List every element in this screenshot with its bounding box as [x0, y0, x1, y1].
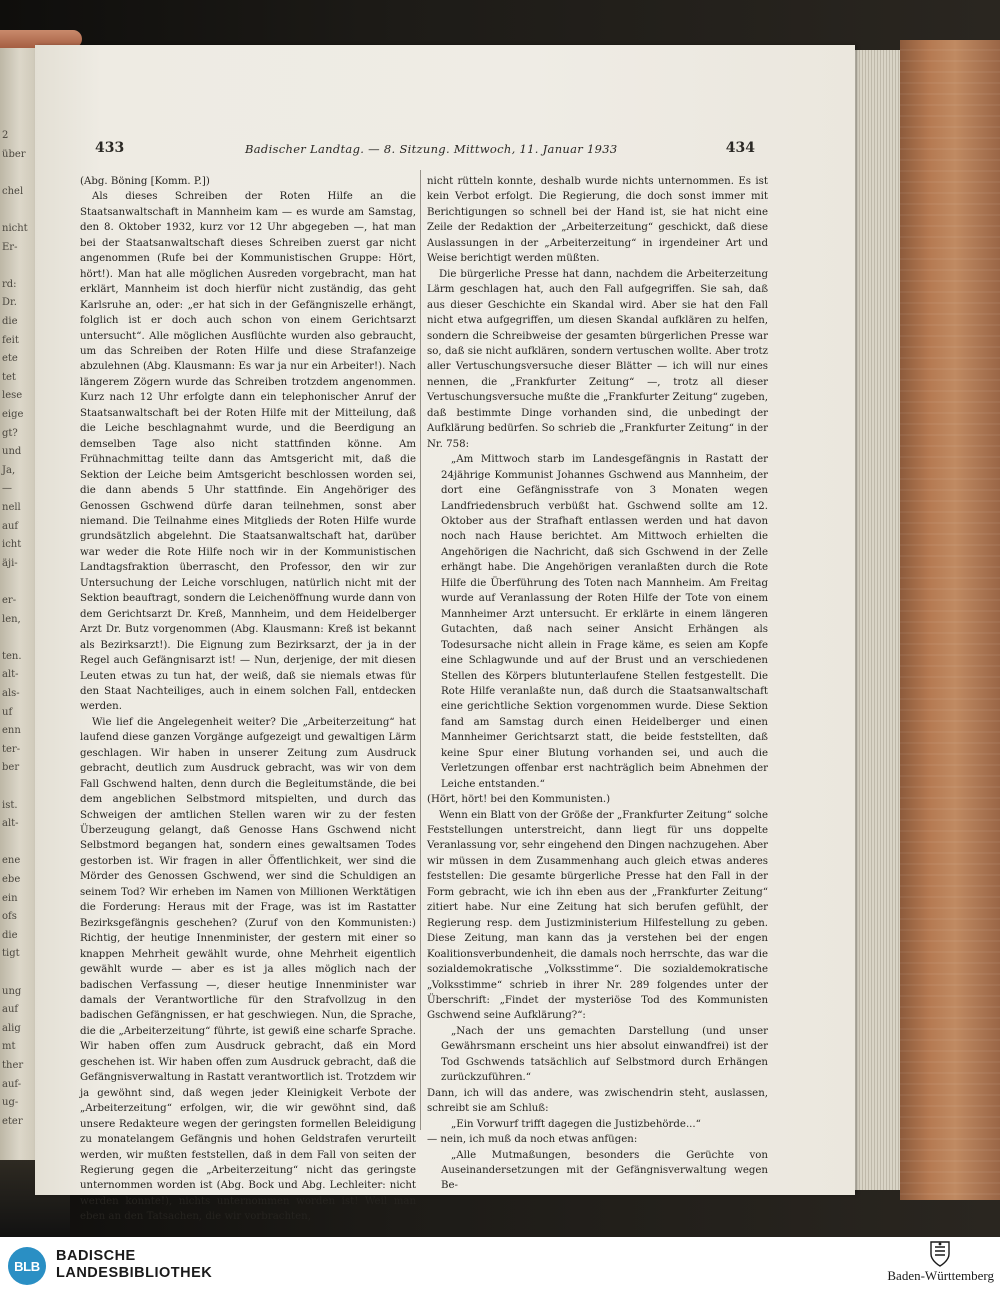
facing-page-fragment: alt-: [2, 818, 19, 830]
facing-page-fragment: und: [2, 446, 22, 458]
paragraph-continued: nicht rütteln konnte, deshalb wurde nichts unternommen. Es ist kein Verbot erfolgt. Die Regierung, die doch sonst immer mit Berichtigungen so schnell bei der Hand ist, sie hat nicht eine Zeile der Redaktion der „Arbeiterzeitung“ geschickt, daß diese Auslassungen in der „Arbeiterzeitung“ in irgendeiner Art und Weise berichtigt werden müßten.: [427, 176, 768, 265]
facing-page-fragment: auf: [2, 520, 19, 532]
page-number-right: 434: [725, 140, 755, 156]
facing-page-fragment: nicht: [2, 223, 28, 234]
facing-page-fragment: chel: [2, 185, 24, 197]
facing-page-fragment: ein: [2, 892, 18, 904]
facing-page-fragment: enn: [2, 725, 21, 737]
facing-page-fragment: feit: [2, 334, 19, 346]
facing-page-fragment: Dr.: [2, 297, 17, 309]
speaker-note: (Abg. Böning [Komm. P.]): [80, 176, 210, 187]
facing-page-fragment: ug-: [2, 1097, 19, 1109]
facing-page-fragment: die: [2, 929, 18, 941]
facing-page-fragment: tet: [2, 371, 16, 383]
state-name: Baden-Württemberg: [887, 1268, 994, 1283]
facing-page-fragment: icht: [2, 539, 22, 551]
facing-page-fragment: äji-: [2, 557, 18, 569]
facing-page-fragment: ung: [2, 985, 22, 997]
block-quote: „Nach der uns gemachten Darstellung (und unser Gewährsmann erscheint uns hier absolut einwandfrei) ist der Tod Gschwends tatsächlich auf Selbstmord durch Erhängen zurückzuführen.“: [441, 1025, 768, 1084]
facing-page-fragment: er-: [2, 595, 17, 606]
running-title: Badischer Landtag. — 8. Sitzung. Mittwoch, 11. Januar 1933: [245, 142, 618, 156]
facing-page-edge: [0, 38, 36, 1183]
facing-page-fragment: Ja,: [2, 464, 16, 476]
facing-page-fragment: über: [2, 148, 26, 160]
running-header: [95, 140, 755, 158]
facing-page-fragment: ebe: [2, 874, 21, 885]
footer-bar: [0, 1237, 1000, 1289]
facing-page-fragment: uf: [2, 706, 13, 718]
left-column: [80, 174, 416, 1225]
facing-page-fragment: nell: [2, 502, 21, 513]
facing-page-fragment: gt?: [2, 427, 18, 439]
facing-page-fragment: rd:: [2, 278, 17, 290]
facing-page-fragment: Er-: [2, 241, 18, 253]
facing-page-fragment: lese: [2, 390, 23, 402]
interjection: (Hört, hört! bei den Kommunisten.): [427, 794, 611, 806]
library-name-line2: LANDESBIBLIOTHEK: [56, 1265, 213, 1281]
paragraph: Wie lief die Angelegenheit weiter? Die „Arbeiterzeitung“ hat laufend diese ganzen Vorgänge aufgezeigt und gewaltigen Lärm geschlagen. Wir haben in unserer Zeitung zum Ausdruck gebracht, deutlich zum Ausdruck gebracht, was wir von dem Fall Gschwend halten, denn durch die Begleitumstände, die bei dem angeblichen Selbstmord mitspielten, und durch das Schweigen der amtlichen Stellen waren wir zu der festen Überzeugung gelangt, daß Genosse Hans Gschwend nicht Selbstmord begangen hat, sondern eines gewaltsamen Todes gestorben ist. Wir fragen in aller Öffentlichkeit, wer sind die Mörder des Genossen Gschwend, wer sind die Schuldigen an seinem Tod? Wir erheben im Namen von Millionen Werktätigen die Forderung: Heraus mit der Frage, was ist im Rastatter Bezirksgefängnis geschehen? (Zuruf von den Kommunisten:) Richtig, der heutige Innenminister, der gestern mit einer so knappen Mehrheit gewählt wurde, ohne Mehrheit eigentlich gewählt wurde — aber es ist ja alles möglich nach der badischen Verfassung —, dieser heutige Innenminister war damals der Verantwortliche für den Strafvollzug in den badischen Gefängnissen, er hat geschwiegen. Nun, die Sprache, die die „Arbeiterzeitung“ führte, ist gewiß eine scharfe Sprache. Wir haben offen zum Ausdruck gebracht, daß ein Mord geschehen ist. Wir haben offen zum Ausdruck gebracht, daß die Gefängnisverwaltung in Rastatt verantwortlich ist. Trotzdem wir ja gewöhnt sind, daß wegen jeder Kleinigkeit Verbote der „Arbeiterzeitung“ erfolgen, wir, die wir gewöhnt sind, daß unsere Redakteure wegen der geringsten formellen Beleidigung zu monatelangem Gefängnis und hohen Geldstrafen verurteilt werden, wir mußten feststellen, daß in dem Fall von seiten der Regierung gegen die „Arbeiterzeitung“ nicht das geringste unternommen worden ist (Abg. Bock und Abg. Lechleiter: nicht werden konnte!), nichts unternommen worden ist! Weil man eben an den Tatsachen, die wir vorbrachten,: [80, 716, 416, 1223]
library-name[interactable]: [56, 1248, 212, 1282]
facing-page-fragment: ete: [2, 353, 18, 365]
facing-page-fragment: auf-: [2, 1078, 22, 1090]
facing-page-fragment: ter-: [2, 743, 21, 755]
block-quote: „Ein Vorwurf trifft dagegen die Justizbehörde...“: [451, 1118, 701, 1130]
facing-page-fragment: ten.: [2, 650, 22, 662]
book-binding: [900, 40, 1000, 1200]
facing-page-fragment: die: [2, 316, 18, 327]
paragraph: Als dieses Schreiben der Roten Hilfe an die Staatsanwaltschaft in Mannheim kam — es wurde am Samstag, den 8. Oktober 1932, kurz vor 12 Uhr abgegeben —, hat man bei der Staatsanwaltschaft dieses Schreiben zuerst gar nicht angenommen (Rufe bei der Kommunistischen Gruppe: Hört, hört!). Man hat alle möglichen Ausreden vorgebracht, man hat erklärt, Mannheim ist doch hierfür nicht zuständig, das geht Karlsruhe an, oder: „er hat sich in der Gefängniszelle erhängt, folglich ist er doch auch schon von einem Gerichtsarzt untersucht“. Alle möglichen Ausflüchte wurden also gebraucht, um das Schreiben der Roten Hilfe und diese Strafanzeige abzulehnen (Abg. Klausmann: Es war ja nur ein Arbeiter!). Nach längerem Zögern wurde das Schreiben trotzdem angenommen. Kurz nach 12 Uhr erfolgte dann ein telephonischer Anruf der Staatsanwaltschaft bei der Roten Hilfe mit der Mitteilung, daß die Leiche beschlagnahmt wurde, und die Beerdigung an demselben Tage also nicht stattfinden könne. Am Frühnachmittag teilte dann das Amtsgericht mit, daß die Sektion der Leiche beim Amtsgericht beschlossen worden sei, die dann abends 5 Uhr stattfinde. Ein Angehöriger des Genossen Gschwend dürfe daran teilnehmen, sonst aber niemand. Die Teilnahme eines Mitglieds der Roten Hilfe wurde grundsätzlich abgelehnt. Die Staatsanwaltschaft hat, darüber war weder die Rote Hilfe noch wir in der Kommunistischen Landtagsfraktion überrascht, den Professor, den wir zur Untersuchung der Leiche vorschlugen, natürlich nicht mit der Sektion beauftragt, sondern die Leichenöffnung wurde dann von dem Gerichtsarzt Dr. Kreß, Mannheim, und dem Heidelberger Arzt Dr. Butz vorgenommen (Abg. Klausmann: Kreß ist bekannt als Bezirksarzt!). Die Eignung zum Bezirksarzt, der ja in der Regel auch Gefängnisarzt ist! — Nun, derjenige, der mit diesen Leuten etwas zu tun hat, der weiß, daß sie niemals etwas für den Staat Nachteiliges, auch in einem solchen Fall, entdecken werden.: [80, 191, 416, 713]
facing-page-fragment: alig: [2, 1022, 21, 1034]
facing-page-fragment: eter: [2, 1115, 23, 1127]
paragraph: Die bürgerliche Presse hat dann, nachdem die Arbeiterzeitung Lärm geschlagen hat, auch den Fall aufgegriffen. Sie sah, daß aus dieser Geschichte ein Skandal wird. Aber sie hat den Fall nicht etwa aufgegriffen, um diesen Skandal aufklären zu helfen, sondern die Schreibweise der gesamten bürgerlichen Presse war so, daß sie nicht aufklären, sondern vertuschen wollte. Aber trotz aller Vertuschungsversuche dieser Blätter — ich will nur eines nennen, die „Frankfurter Zeitung“ —, trotz all dieser Vertuschungsversuche mußte die „Frankfurter Zeitung“ zugeben, daß bestimmte Dinge vorhanden sind, die unbedingt der Aufklärung bedürfen. So schrieb die „Frankfurter Zeitung“ in der Nr. 758:: [427, 268, 768, 450]
column-divider: [420, 170, 421, 1130]
facing-page-fragment: —: [2, 483, 12, 495]
library-name-line1: BADISCHE: [56, 1248, 136, 1264]
facing-page-fragment: auf: [2, 1004, 19, 1016]
facing-page-fragment: ber: [2, 762, 20, 774]
facing-page-fragment: eige: [2, 409, 24, 420]
paragraph-continued: — nein, ich muß da noch etwas anfügen:: [427, 1134, 638, 1146]
facing-page-fragment: tigt: [2, 948, 20, 960]
right-column: [427, 174, 768, 1194]
blb-logo[interactable]: BLB: [8, 1247, 46, 1285]
facing-page-fragment: ther: [2, 1060, 24, 1071]
block-quote: „Am Mittwoch starb im Landesgefängnis in Rastatt der 24jährige Kommunist Johannes Gschwend aus Mannheim, der dort eine Gefängnisstrafe von 3 Monaten wegen Landfriedensbruch verbüßt hat. Gschwend sollte am 12. Oktober aus der Strafhaft entlassen werden und hat davon noch nach Hause berichtet. Am Mittwoch erhielten die Angehörigen die Nachricht, daß sich Gschwend in der Zelle erhängt habe. Die Angehörigen veranlaßten durch die Rote Hilfe die Überführung des Toten nach Mannheim. Am Freitag wurde auf Veranlassung der Roten Hilfe der Tote von einem Mannheimer Arzt untersucht. Er erklärte in einem längeren Gutachten, daß nach seiner Ansicht Erhängen als Todesursache nicht allein in Frage käme, es seien am Kopfe eine Schlagwunde und auf der Brust und an verschiedenen Stellen des Körpers blutunterlaufene Stellen festgestellt. Die Rote Hilfe veranlaßte nun, daß durch die Staatsanwaltschaft eine gerichtliche Sektion vorgenommen wurde. Diese Sektion fand am Samstag durch einen Heidelberger und einen Mannheimer Gerichtsarzt statt, die beide feststellten, daß keine Spur einer Blutung vorhanden sei, und auch die Verletzungen offenbar erst nachträglich beim Abnehmen der Leiche entstanden.“: [441, 454, 768, 790]
facing-page-fragment: len,: [2, 613, 21, 625]
facing-page-fragment: 2: [2, 130, 9, 141]
state-coat-of-arms-icon: [928, 1240, 952, 1268]
facing-page-fragment: ist.: [2, 799, 18, 811]
paragraph-continued: Dann, ich will das andere, was zwischendrin steht, auslassen, schreibt sie am Schluß:: [427, 1087, 768, 1115]
block-quote: „Alle Mutmaßungen, besonders die Gerüchte von Auseinandersetzungen mit der Gefängnisverwaltung wegen Be-: [441, 1149, 768, 1192]
paragraph: Wenn ein Blatt von der Größe der „Frankfurter Zeitung“ solche Feststellungen unterstreicht, dann liegt für uns doppelte Veranlassung vor, sehr eingehend den Dingen nachzugehen. Aber wir müssen in dem Zusammenhang auch gleich etwas anderes feststellen: Die gesamte bürgerliche Presse hat den Fall in der Form gebracht, wie ich ihn eben aus der „Frankfurter Zeitung“ zitiert habe. Nur eine Zeitung hat sich berufen gefühlt, der Regierung resp. dem Justizministerium Hilfestellung zu geben. Diese Zeitung, man kann das ja verstehen bei der engen Koalitionsverbundenheit, die damals noch herrschte, das war die sozialdemokratische „Volksstimme“. Die sozialdemokratische „Volksstimme“ schrieb in ihrer Nr. 289 folgendes unter der Überschrift: „Findet der mysteriöse Tod des Kommunisten Gschwend seine Aufklärung?“:: [427, 809, 768, 1022]
facing-page-fragment: alt-: [2, 669, 19, 681]
page-number-left: 433: [95, 140, 125, 156]
facing-page-fragment: mt: [2, 1041, 16, 1053]
facing-page-fragment: ene: [2, 855, 21, 867]
facing-page-fragment: als-: [2, 688, 20, 699]
facing-page-fragment: ofs: [2, 911, 17, 923]
